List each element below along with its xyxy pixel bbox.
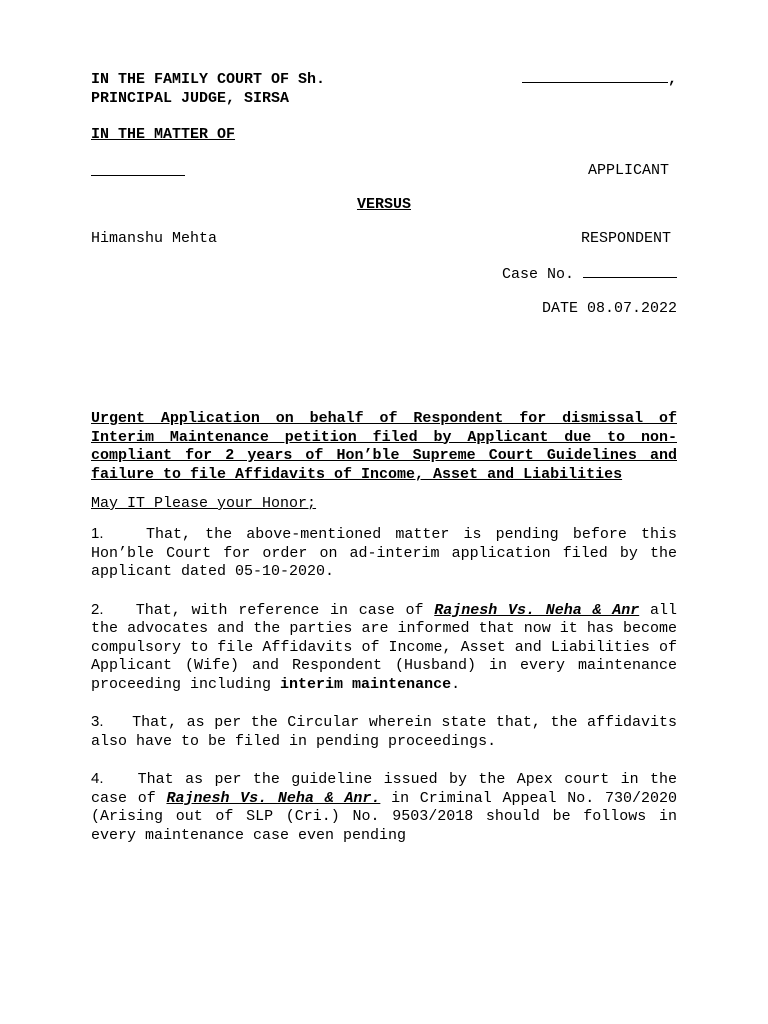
paragraph-number: 3. bbox=[91, 713, 104, 730]
respondent-row bbox=[91, 229, 677, 248]
judge-name-blank-group bbox=[522, 70, 677, 89]
applicant-row bbox=[91, 161, 677, 180]
case-number-label: Case No. bbox=[501, 266, 574, 283]
date-row: DATE 08.07.2022 bbox=[541, 300, 677, 317]
application-subject: Urgent Application on behalf of Respondent for dismissal of Interim Maintenance petition filed by Applicant due to non-compliant for 2 years of Hon’ble Supreme Court Guidelines and failure to file Affidavits of Income, Asset and Liabilities bbox=[91, 410, 677, 483]
paragraph-text: all the advocates and the parties are informed that now it has become compulsory to file Affidavits of Income, Asset and Liabilities of Applicant (Wife) and Respondent (Husband) in every maintenance proceeding including bbox=[91, 601, 677, 693]
case-number-blank bbox=[583, 263, 677, 278]
paragraph-text: in Criminal Appeal No. 730/2020 (Arising out of SLP (Cri.) No. 9503/2018 should be follows in every maintenance case even pending bbox=[91, 789, 677, 844]
document-page bbox=[91, 70, 677, 845]
court-heading-line-1 bbox=[91, 70, 677, 89]
paragraph-1 bbox=[91, 525, 677, 582]
case-citation: Rajnesh Vs. Neha & Anr. bbox=[166, 789, 381, 807]
emphasis-text: interim maintenance bbox=[280, 675, 452, 693]
paragraph-number: 2. bbox=[91, 600, 104, 618]
paragraph-2 bbox=[91, 601, 677, 695]
case-citation: Rajnesh Vs. Neha & Anr bbox=[434, 601, 640, 619]
judge-name-blank bbox=[522, 70, 668, 83]
versus-heading: VERSUS bbox=[356, 196, 411, 213]
case-number-row bbox=[91, 263, 677, 284]
applicant-name-blank bbox=[91, 161, 185, 176]
paragraph-number: 1. bbox=[91, 525, 104, 542]
salutation: May IT Please your Honor; bbox=[91, 495, 317, 512]
court-heading-line-2: PRINCIPAL JUDGE, SIRSA bbox=[91, 90, 290, 107]
paragraph-3 bbox=[91, 713, 677, 751]
matter-heading: IN THE MATTER OF bbox=[91, 126, 236, 143]
paragraph-text: That, as per the Circular wherein state that, the affidavits also have to be filed in pending proceedings. bbox=[91, 714, 677, 750]
court-heading-suffix: , bbox=[667, 71, 677, 88]
court-heading bbox=[91, 70, 677, 108]
paragraph-4 bbox=[91, 770, 677, 845]
paragraph-text: . bbox=[451, 675, 461, 693]
paragraph-number: 4. bbox=[91, 770, 104, 787]
respondent-name: Himanshu Mehta bbox=[91, 230, 218, 247]
paragraph-text: That as per the guideline issued by the Apex court in the case of bbox=[91, 771, 677, 807]
applicant-role: APPLICANT bbox=[587, 162, 669, 179]
paragraph-text: That, the above-mentioned matter is pending before this Hon’ble Court for order on ad-interim application filed by the applicant dated 05-10-2020. bbox=[91, 526, 677, 580]
court-heading-prefix: IN THE FAMILY COURT OF Sh. bbox=[91, 71, 326, 88]
respondent-role: RESPONDENT bbox=[580, 230, 671, 247]
paragraph-text: That, with reference in case of bbox=[135, 601, 424, 619]
